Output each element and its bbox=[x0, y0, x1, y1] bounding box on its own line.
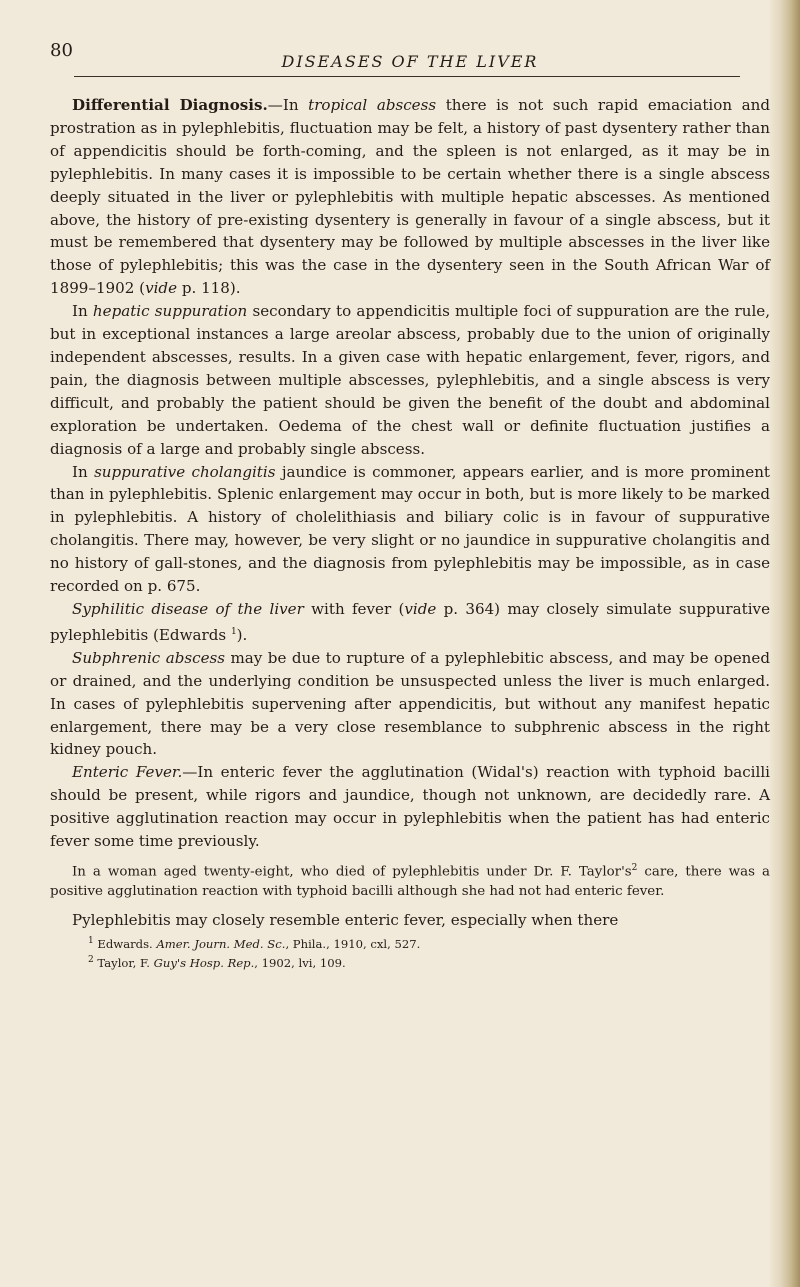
book-spine-shadow bbox=[770, 0, 800, 1287]
header-rule bbox=[74, 76, 740, 77]
paragraph-syphilitic-disease: Syphilitic disease of the liver with fever (vide p. 364) may closely simulate suppurative pylephlebitis (Edwards $^1$). bbox=[50, 599, 770, 644]
footnote-ref-1: 1 bbox=[230, 626, 237, 637]
paragraph-hepatic-suppuration: In hepatic suppuration secondary to appendicitis multiple foci of suppuration are the rule, but in exceptional instances a large areolar abscess, probably due to the union of originally independent abscesses, results. In a given case with hepatic enlargement, fever, rigors, and pain, the diagnosis between multiple abscesses, pylephlebitis, and a single abscess is very difficult, and probably the patient should be given the benefit of the doubt and abdominal exploration be undertaken. Oedema of the chest wall or definite fluctuation justifies a diagnosis of a large and probably single abscess. bbox=[50, 302, 771, 458]
footnotes bbox=[50, 933, 770, 971]
footnote-1: $^1$ Edwards. Amer. Journ. Med. Sc., Phila., 1910, cxl, 527. bbox=[88, 936, 421, 952]
footnote-2: $^2$ Taylor, F. Guy's Hosp. Rep., 1902, lvi, 109. bbox=[88, 955, 346, 971]
paragraph-enteric-fever: Enteric Fever.—In enteric fever the agglutination (Widal's) reaction with typhoid bacilli should be present, while rigors and jaundice, though not unknown, are decidedly rare. A positive agglutination reaction may occur in pylephlebitis when the patient has had enteric fever some time previously. bbox=[50, 763, 770, 851]
continuation-paragraph: Pylephlebitis may closely resemble enteric fever, especially when there bbox=[72, 911, 619, 930]
paragraph-subphrenic-abscess: Subphrenic abscess may be due to rupture of a pylephlebitic abscess, and may be opened or drained, and the underlying condition be unsuspected unless the liver is much enlarged. In cases of pylephlebitis supervening after appendicitis, but without any manifest hepatic enlargement, there may be a very close resemblance to subphrenic abscess in the right kidney pouch. bbox=[50, 648, 770, 759]
paragraph-differential-diagnosis: Differential Diagnosis.—In tropical abscess there is not such rapid emaciation and prostration as in pylephlebitis, fluctuation may be felt, a history of past dysentery rather than of appendicitis should be forth-coming, and the spleen is not enlarged, as it may be in pylephlebitis. In many cases it is impossible to be certain whether there is a single abscess deeply situated in the liver or pylephlebitis with multiple hepatic abscesses. As mentioned above, the history of pre-existing dysentery is generally in favour of a single abscess, but it must be remembered that dysentery may be followed by multiple abscesses in the liver like those of pylephlebitis; this was the case in the dysentery seen in the South African War of 1899–1902 (vide p. 118). bbox=[50, 96, 770, 298]
book-page bbox=[50, 40, 770, 971]
case-note: In a woman aged twenty-eight, who died of pylephlebitis under Dr. F. $Taylor's^2$ care, there was a positive agglutination reaction with typhoid bacilli although she had not had enteric fever. bbox=[50, 862, 770, 899]
paragraph-suppurative-cholangitis: In suppurative cholangitis jaundice is commoner, appears earlier, and is more prominent than in pylephlebitis. Splenic enlargement may occur in both, but is more likely to be marked in pylephlebitis. A history of cholelithiasis and biliary colic is in favour of suppurative cholangitis. There may, however, be very slight or no jaundice in suppurative cholangitis and no history of gall-stones, and the diagnosis from pylephlebitis may be impossible, as in case recorded on p. 675. bbox=[50, 462, 770, 596]
running-title: DISEASES OF THE LIVER bbox=[281, 52, 539, 71]
footnote-ref-2: 2 bbox=[631, 862, 638, 873]
page-header bbox=[50, 40, 770, 80]
body-text bbox=[50, 94, 770, 853]
section-heading: Differential Diagnosis. bbox=[72, 96, 268, 114]
page-number: 80 bbox=[50, 40, 73, 61]
